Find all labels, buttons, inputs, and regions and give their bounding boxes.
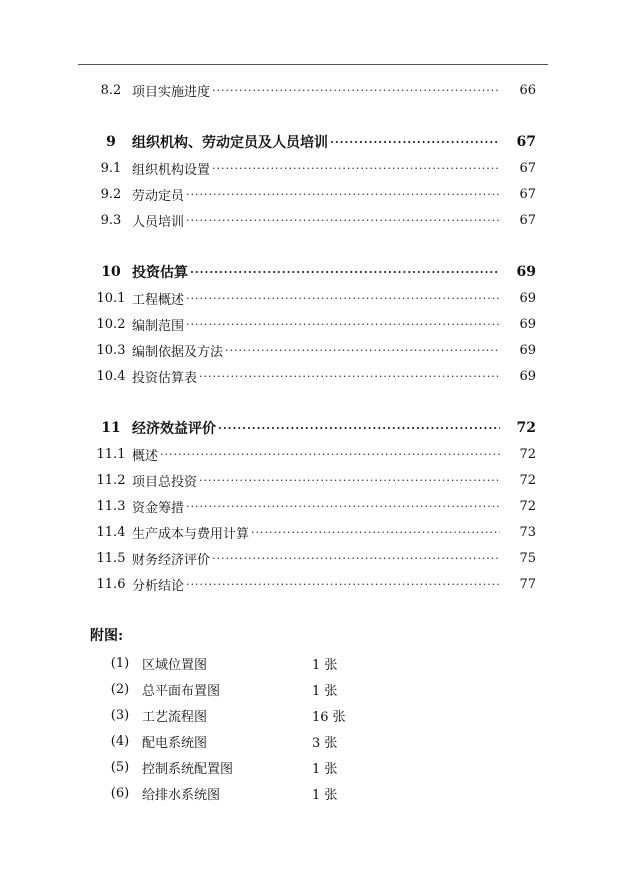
toc-chapter-entry[interactable] [90, 131, 536, 153]
toc-entry[interactable] [90, 365, 536, 387]
toc-number: 11.1 [96, 446, 126, 462]
toc-title: 组织机构设置 [132, 162, 211, 178]
toc-leader [186, 318, 500, 331]
toc-page: 67 [519, 186, 536, 202]
appendix-number: (2) [110, 681, 130, 697]
toc-entry[interactable] [90, 469, 536, 491]
toc-leader [199, 474, 500, 487]
toc-entry[interactable] [90, 573, 536, 595]
toc-page: 72 [519, 498, 536, 514]
toc-page: 72 [516, 420, 536, 436]
appendix-count: 1 张 [312, 761, 338, 777]
toc-page: 66 [519, 82, 536, 98]
toc-page: 75 [519, 550, 536, 566]
appendix-number: (4) [110, 733, 130, 749]
toc-leader [251, 526, 500, 539]
toc-entry[interactable] [90, 521, 536, 543]
appendix-count: 16 张 [312, 709, 346, 725]
appendix-item [108, 730, 368, 752]
toc-title: 概述 [132, 448, 159, 464]
toc-page: 67 [519, 160, 536, 176]
toc-leader [160, 448, 500, 461]
toc-title: 编制范围 [132, 318, 185, 334]
toc-entry[interactable] [90, 339, 536, 361]
toc-leader [212, 84, 500, 97]
toc-title: 经济效益评价 [132, 421, 216, 437]
toc-entry[interactable] [90, 495, 536, 517]
appendix-count: 3 张 [312, 735, 338, 751]
toc-title: 项目实施进度 [132, 84, 211, 100]
toc-leader [186, 578, 500, 591]
toc-title: 生产成本与费用计算 [132, 526, 250, 542]
toc-title: 投资估算表 [132, 370, 198, 386]
toc-leader [199, 370, 500, 383]
appendix-item [108, 678, 368, 700]
toc-chapter-entry[interactable] [90, 417, 536, 439]
toc-title: 项目总投资 [132, 474, 198, 490]
toc-entry[interactable] [90, 443, 536, 465]
toc-number: 10.2 [96, 316, 126, 332]
toc-number: 10.4 [96, 368, 126, 384]
toc-number: 10.3 [96, 342, 126, 358]
toc-page: 69 [519, 342, 536, 358]
toc-number: 10.1 [96, 290, 126, 306]
appendix-number: (3) [110, 707, 130, 723]
toc-number: 11.3 [96, 498, 126, 514]
toc-title: 工程概述 [132, 292, 185, 308]
toc-page: 72 [519, 446, 536, 462]
appendix-item [108, 652, 368, 674]
toc-title: 劳动定员 [132, 188, 185, 204]
toc-title: 资金筹措 [132, 500, 185, 516]
toc-leader [186, 500, 500, 513]
toc-leader [212, 552, 500, 565]
appendix-name: 给排水系统图 [142, 787, 221, 803]
toc-number: 9.2 [100, 186, 122, 202]
appendix-item [108, 756, 368, 778]
appendix-item [108, 704, 368, 726]
toc-chapter-entry[interactable] [90, 261, 536, 283]
toc-number: 11.5 [96, 550, 126, 566]
toc-number: 11 [101, 420, 121, 436]
appendix-name: 区域位置图 [142, 657, 208, 673]
toc-title: 人员培训 [132, 214, 185, 230]
toc-entry[interactable] [90, 157, 536, 179]
toc-number: 9.1 [100, 160, 122, 176]
appendix-name: 总平面布置图 [142, 683, 221, 699]
toc-title: 投资估算 [132, 265, 188, 281]
toc-page: 77 [519, 576, 536, 592]
toc-page: 73 [519, 524, 536, 540]
appendix-count: 1 张 [312, 787, 338, 803]
toc-title: 分析结论 [132, 578, 185, 594]
appendix-item [108, 782, 368, 804]
toc-title: 组织机构、劳动定员及人员培训 [132, 135, 328, 151]
appendix-name: 工艺流程图 [142, 709, 208, 725]
toc-number: 9.3 [100, 212, 122, 228]
toc-entry[interactable] [90, 79, 536, 101]
toc-page: 67 [519, 212, 536, 228]
toc-entry[interactable] [90, 209, 536, 231]
toc-number: 8.2 [100, 82, 122, 98]
toc-number: 11.6 [96, 576, 126, 592]
appendix-name: 配电系统图 [142, 735, 208, 751]
toc-entry[interactable] [90, 547, 536, 569]
toc-number: 11.4 [96, 524, 126, 540]
appendix-number: (6) [110, 785, 130, 801]
appendix-name: 控制系统配置图 [142, 761, 234, 777]
toc-page: 69 [519, 368, 536, 384]
toc-entry[interactable] [90, 183, 536, 205]
header-rule [78, 64, 548, 65]
toc-entry[interactable] [90, 287, 536, 309]
appendix-heading: 附图: [90, 628, 124, 644]
toc-number: 10 [101, 264, 121, 280]
appendix-number: (1) [110, 655, 130, 671]
toc-page: 67 [516, 134, 536, 150]
toc-number: 9 [106, 134, 116, 150]
toc-leader [190, 266, 500, 279]
toc-page: 69 [519, 290, 536, 306]
toc-leader [212, 162, 500, 175]
appendix-number: (5) [110, 759, 130, 775]
toc-title: 编制依据及方法 [132, 344, 224, 360]
toc-page: 69 [519, 316, 536, 332]
toc-leader [330, 136, 500, 149]
toc-entry[interactable] [90, 313, 536, 335]
toc-leader [218, 422, 500, 435]
toc-page: 69 [516, 264, 536, 280]
toc-number: 11.2 [96, 472, 126, 488]
toc-leader [186, 214, 500, 227]
toc-page: 72 [519, 472, 536, 488]
toc-leader [186, 188, 500, 201]
toc-title: 财务经济评价 [132, 552, 211, 568]
toc-leader [225, 344, 500, 357]
appendix-count: 1 张 [312, 683, 338, 699]
appendix-count: 1 张 [312, 657, 338, 673]
toc-leader [186, 292, 500, 305]
